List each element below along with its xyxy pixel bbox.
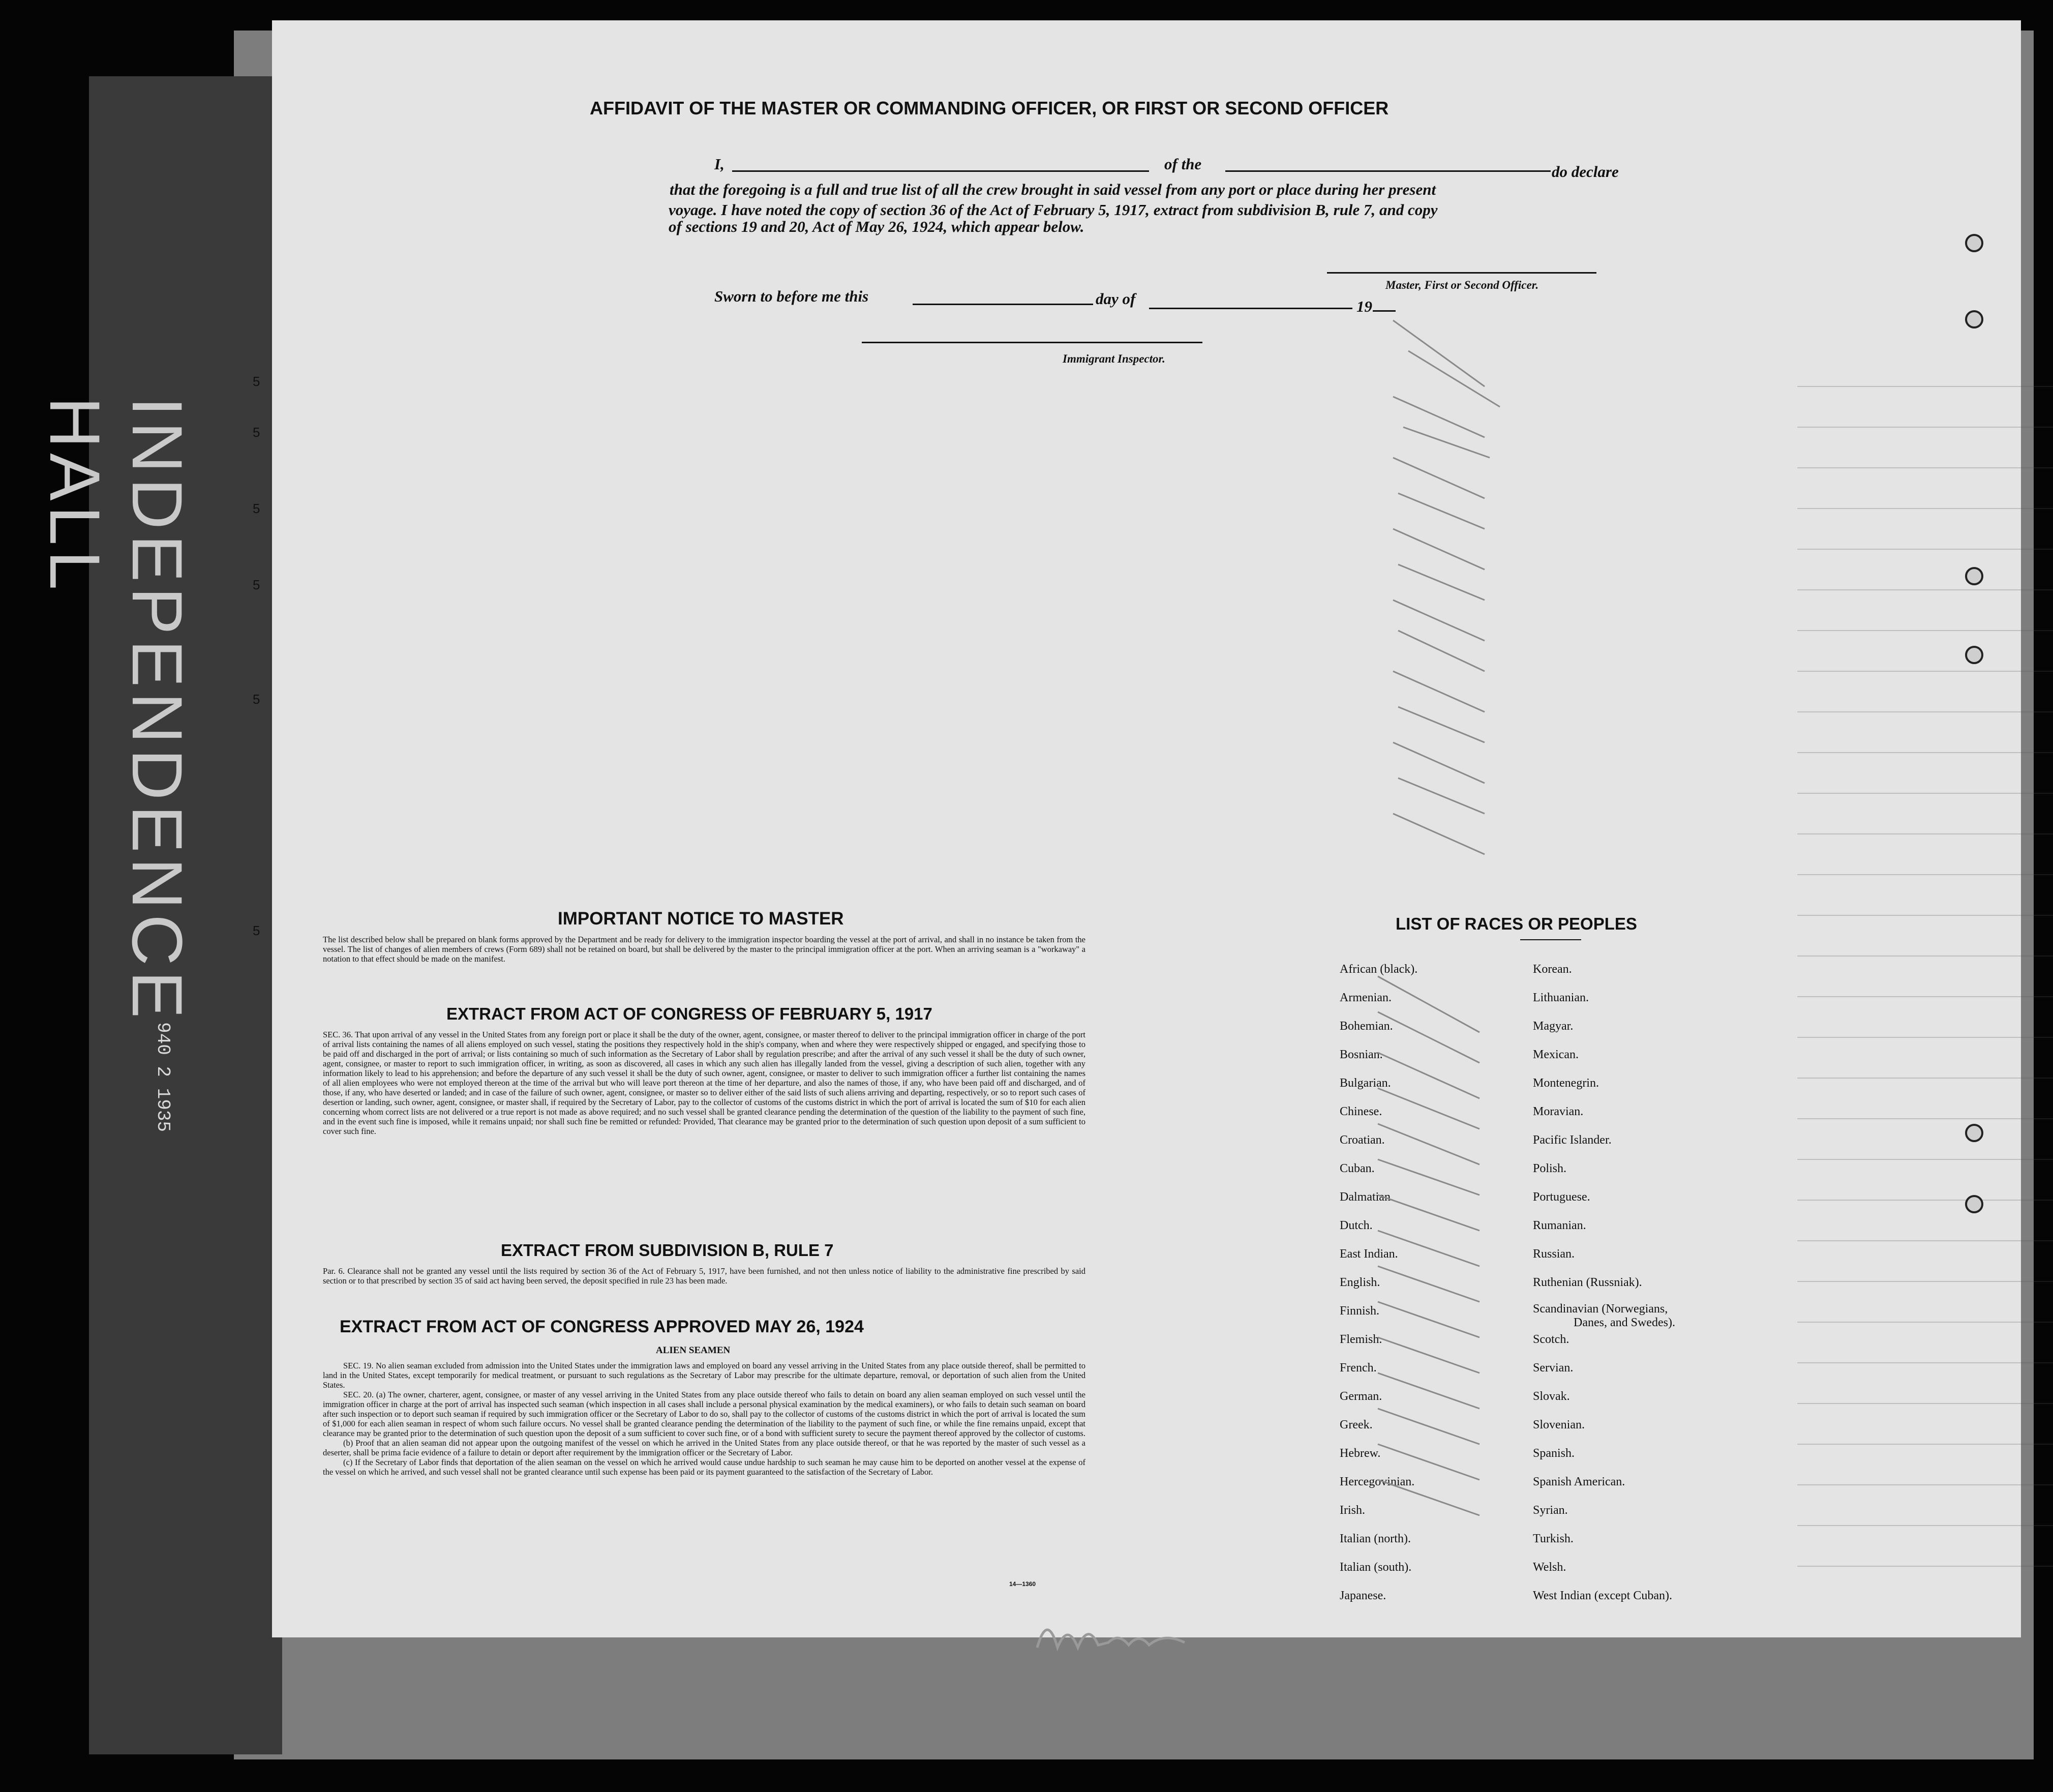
affidavit-declare: do declare — [1552, 163, 1619, 181]
affidavit-i: I, — [714, 155, 724, 173]
left-strip-stamp: 940 2 1935 — [153, 1022, 173, 1132]
margin-mark: 5 — [253, 692, 260, 707]
name-blank — [732, 170, 1149, 172]
race-item: Magyar. — [1533, 1020, 1574, 1033]
notice-text: The list described below shall be prepared on blank forms approved by the Department and be ready for delivery to the immigration inspector boarding the vessel at the port of arrival, and shall in no instance be taken from the vessel. The list of changes of alien members of crews (Form 689) shall not be retained on board, but shall be delivered by the master to the principal immigration officer at the port. When an arriving seaman is a "workaway" a notation to that effect should be made on the manifest. — [323, 935, 1085, 964]
punch-hole-6 — [1965, 1195, 1983, 1213]
affidavit-of-the: of the — [1164, 155, 1202, 173]
race-item: Hercegovinian. — [1340, 1475, 1415, 1488]
margin-mark: 5 — [253, 425, 260, 440]
officer-signature-line — [1327, 272, 1596, 274]
extract-1924-text — [323, 1361, 1085, 1477]
races-title-rule — [1520, 939, 1581, 940]
race-item: Mexican. — [1533, 1048, 1579, 1061]
race-item: Rumanian. — [1533, 1219, 1586, 1232]
affidavit-line-3: voyage. I have noted the copy of section 36 of the Act of February 5, 1917, extract from subdivision B, rule 7, and copy — [669, 201, 1438, 219]
race-item: German. — [1340, 1390, 1382, 1403]
race-item: Hebrew. — [1340, 1447, 1381, 1460]
affidavit-line-4: of sections 19 and 20, Act of May 26, 1924, which appear below. — [669, 218, 1084, 235]
race-item: Russian. — [1533, 1247, 1575, 1261]
race-item: Flemish. — [1340, 1333, 1382, 1346]
sworn-label: Sworn to before me this — [714, 287, 869, 305]
race-item: Slovak. — [1533, 1390, 1570, 1403]
notice-title: IMPORTANT NOTICE TO MASTER — [558, 909, 844, 929]
rule7-title: EXTRACT FROM SUBDIVISION B, RULE 7 — [501, 1241, 834, 1260]
margin-mark: 5 — [253, 577, 260, 592]
race-item: Pacific Islander. — [1533, 1133, 1612, 1147]
pencil-tick-marks — [1363, 305, 1525, 890]
day-blank — [913, 304, 1093, 305]
affidavit-line-2: that the foregoing is a full and true list of all the crew brought in said vessel from any port or place during her present — [670, 181, 1436, 198]
extract-1924-title: EXTRACT FROM ACT OF CONGRESS APPROVED MAY 26, 1924 — [340, 1317, 864, 1336]
race-item: Bohemian. — [1340, 1020, 1393, 1033]
race-item: French. — [1340, 1361, 1377, 1375]
race-item: Dutch. — [1340, 1219, 1373, 1232]
form-number: 14—1360 — [1009, 1580, 1036, 1588]
race-item: Ruthenian (Russniak). — [1533, 1276, 1642, 1289]
punch-hole-2 — [1965, 310, 1983, 328]
race-item: Korean. — [1533, 963, 1572, 976]
race-item: Lithuanian. — [1533, 991, 1589, 1004]
race-item: Bulgarian. — [1340, 1077, 1391, 1090]
alien-seamen-subtitle: ALIEN SEAMEN — [656, 1345, 731, 1356]
race-item: African (black). — [1340, 963, 1418, 976]
race-item: Spanish American. — [1533, 1475, 1625, 1488]
sec-20c-text: (c) If the Secretary of Labor finds that deportation of the alien seaman on the vessel on which he arrived would cause undue hardship to such seaman he may cause him to be deported on another vessel at the expense of the vessel on which he arrived, and such vessel shall not be granted clearance until such expense has been paid or its payment guaranteed to the satisfaction of the Secretary of Labor. — [323, 1457, 1085, 1477]
race-item: Spanish. — [1533, 1447, 1575, 1460]
race-item: Scandinavian (Norwegians, — [1533, 1302, 1668, 1316]
race-item: Turkish. — [1533, 1532, 1574, 1545]
punch-hole-1 — [1965, 234, 1983, 252]
race-item: Bosnian. — [1340, 1048, 1383, 1061]
race-item: West Indian (except Cuban). — [1533, 1589, 1672, 1602]
race-item: Syrian. — [1533, 1504, 1568, 1517]
races-title: LIST OF RACES OR PEOPLES — [1396, 914, 1637, 933]
race-item: Dalmatian. — [1340, 1190, 1394, 1204]
sec-20b-text: (b) Proof that an alien seaman did not appear upon the outgoing manifest of the vessel on which he arrived in the United States from any place outside thereof, or that he was reported by the master of such vessel as a deserter, shall be prima facie evidence of a failure to detain or deport after requirement by the immigration officer or the Secretary of Labor. — [323, 1438, 1085, 1457]
race-item: Servian. — [1533, 1361, 1574, 1375]
race-item: Finnish. — [1340, 1304, 1380, 1318]
race-item: Greek. — [1340, 1418, 1373, 1431]
punch-hole-4 — [1965, 646, 1983, 664]
sec-19-text: SEC. 19. No alien seaman excluded from admission into the United States under the immigration laws and employed on board any vessel arriving in the United States from any place outside thereof, shall be permitted to land in the United States, except temporarily for medical treatment, or pursuant to such regulations as the Secretary of Labor may prescribe for the ultimate departure, removal, or deportation of such alien from the United States. — [323, 1361, 1085, 1390]
inspector-label: Immigrant Inspector. — [1063, 352, 1165, 365]
left-strip-text: INDEPENDENCE HALL — [35, 397, 197, 1024]
race-item: Montenegrin. — [1533, 1077, 1599, 1090]
race-item: Cuban. — [1340, 1162, 1375, 1175]
race-item: Croatian. — [1340, 1133, 1385, 1147]
race-item: Moravian. — [1533, 1105, 1584, 1118]
sec-20a-text: SEC. 20. (a) The owner, charterer, agent, consignee, or master of any vessel arriving in the United States from any place outside thereof who fails to detain on board any alien seaman employed on such vessel until the immigration officer in charge at the port of arrival has inspected such seaman (which inspection in all cases shall include a personal physical examination by the medical examiners), or who fails to detain such seaman on board after such inspection or to deport such seaman if required by such immigration officer or the Secretary of Labor to do so, shall pay to the collector of customs of the customs district in which the port of arrival is located the sum of $1,000 for each alien seaman in respect of whom such failure occurs. No vessel shall be granted clearance pending the determination of the liability to the payment of such fine, or while the fine remains unpaid, except that clearance may be granted prior to the determination of such question upon the deposit of a sum sufficient to cover such fine, or of a bond with sufficient surety to secure the payment thereof approved by the collector of customs. — [323, 1390, 1085, 1438]
race-item: Welsh. — [1533, 1561, 1566, 1574]
margin-mark: 5 — [253, 501, 260, 516]
vessel-blank — [1225, 170, 1551, 172]
pencil-signature — [1032, 1602, 1225, 1668]
race-item: Slovenian. — [1533, 1418, 1585, 1431]
officer-label: Master, First or Second Officer. — [1385, 279, 1539, 291]
extract-1917-title: EXTRACT FROM ACT OF CONGRESS OF FEBRUARY 5, 1917 — [446, 1004, 932, 1023]
race-item: Italian (south). — [1340, 1561, 1412, 1574]
punch-hole-5 — [1965, 1124, 1983, 1142]
rule7-text: Par. 6. Clearance shall not be granted any vessel until the lists required by section 36 of the Act of February 5, 1917, have been furnished, and not then unless notice of liability to the administrative fine prescribed by said section or to that prescribed by section 35 of said act having been served, the deposit specified in rule 23 has been made. — [323, 1266, 1085, 1286]
race-item: East Indian. — [1340, 1247, 1398, 1261]
race-item: Irish. — [1340, 1504, 1365, 1517]
day-of-label: day of — [1096, 290, 1136, 308]
affidavit-title: AFFIDAVIT OF THE MASTER OR COMMANDING OFFICER, OR FIRST OR SECOND OFFICER — [590, 98, 1389, 118]
punch-hole-3 — [1965, 567, 1983, 585]
races-tick-marks — [1363, 956, 1515, 1531]
race-item: Scotch. — [1533, 1333, 1569, 1346]
race-item: Armenian. — [1340, 991, 1392, 1004]
race-item: Danes, and Swedes). — [1574, 1316, 1675, 1329]
race-item: Polish. — [1533, 1162, 1567, 1175]
race-item: Chinese. — [1340, 1105, 1382, 1118]
extract-1917-text: SEC. 36. That upon arrival of any vessel in the United States from any foreign port or place it shall be the duty of the owner, agent, consignee, or master thereof to deliver to the principal immigration officer in charge of the port of arrival lists containing the names of all aliens employed on such vessel, stating the positions they respectively hold in the ship's company, when and where they were respectively shipped or engaged, and specifying those to be paid off and discharged in the port of arrival; or lists containing so much of such information as the Secretary of Labor shall by regulation prescribe; and after the arrival of any such vessel it shall be the duty of such owner, agent, consignee, or master to report to such immigration officer, in writing, as soon as discovered, all cases in which any such alien has illegally landed from the vessel, giving a description of such alien, together with any information likely to lead to his apprehension; and before the departure of any such vessel it shall be the duty of such owner, agent, consignee, or master to deliver to such immigration officer a further list containing the names of all alien employees who were not employed thereon at the time of the arrival but who will leave port thereon at the time of her departure, and also the names of those, if any, who have been paid off and discharged, and of those, if any, who have deserted or landed; and in case of the failure of such owner, agent, consignee, or master so to deliver either of the said lists of such aliens arriving and departing, respectively, or so to report such cases of desertion or landing, such owner, agent, consignee, or master shall, if required by the Secretary of Labor, pay to the collector of customs of the customs district in which the port of arrival is located the sum of $10 for each alien concerning whom correct lists are not delivered or a true report is not made as above required; and no such vessel shall be granted clearance pending the determination of the question of the liability to the payment of such fine, and in the event such fine is imposed, while it remains unpaid; nor shall such fine be remitted or refunded: Provided, That clearance may be granted prior to the determination of such question upon deposit of a sum sufficient to cover such fine. — [323, 1030, 1085, 1136]
year-label: 19 — [1356, 297, 1372, 315]
race-item: Japanese. — [1340, 1589, 1386, 1602]
race-item: Italian (north). — [1340, 1532, 1411, 1545]
margin-mark: 5 — [253, 374, 260, 389]
inspector-signature-line — [862, 342, 1202, 343]
margin-mark: 5 — [253, 923, 260, 938]
race-item: English. — [1340, 1276, 1380, 1289]
month-blank — [1149, 308, 1352, 309]
bleed-through-table — [1797, 71, 2053, 1648]
race-item: Portuguese. — [1533, 1190, 1590, 1204]
